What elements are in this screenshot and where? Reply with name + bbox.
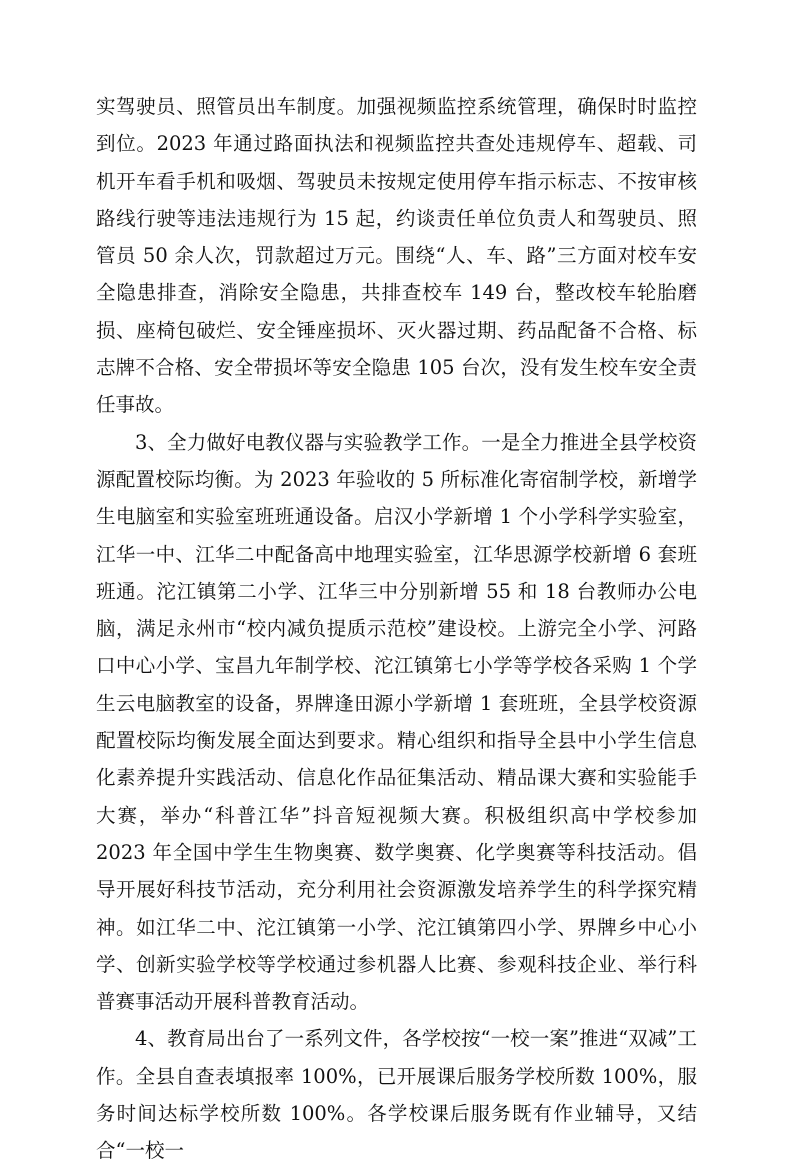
paragraph-school-bus-safety: 实驾驶员、照管员出车制度。加强视频监控系统管理，确保时时监控到位。2023 年通过路面执法和视频监控共查处违规停车、超载、司机开车看手机和吸烟、驾驶员未按规定使用停车指示标志、不按审核路线行驶等违法违规行为 15 起，约谈责任单位负责人和驾驶员、照管员 50 余人次，罚款超过万元。围绕“人、车、路”三方面对校车安全隐患排查，消除安全隐患，共排查校车 149 台，整改校车轮胎磨损、座椅包破烂、安全锤座损坏、灭火器过期、药品配备不合格、标志牌不合格、安全带损坏等安全隐患 105 台次，没有发生校车安全责任事故。	[96, 95, 697, 417]
paragraph-double-reduction: 4、教育局出台了一系列文件，各学校按“一校一案”推进“双减”工作。全县自查表填报率 100%，已开展课后服务学校所数 100%，服务时间达标学校所数 100%。各学校课后服务既有作业辅导，又结合“一校一	[96, 1027, 697, 1163]
document-body	[96, 88, 697, 1170]
paragraph-electronic-teaching-equipment: 3、全力做好电教仪器与实验教学工作。一是全力推进全县学校资源配置校际均衡。为 2023 年验收的 5 所标准化寄宿制学校，新增学生电脑室和实验室班班通设备。启汉小学新增 1 个小学科学实验室，江华一中、江华二中配备高中地理实验室，江华思源学校新增 6 套班班通。沱江镇第二小学、江华三中分别新增 55 和 18 台教师办公电脑，满足永州市“校内减负提质示范校”建设校。上游完全小学、河路口中心小学、宝昌九年制学校、沱江镇第七小学等学校各采购 1 个学生云电脑教室的设备，界牌逢田源小学新增 1 套班班，全县学校资源配置校际均衡发展全面达到要求。精心组织和指导全县中小学生信息化素养提升实践活动、信息化作品征集活动、精品课大赛和实验能手大赛，举办“科普江华”抖音短视频大赛。积极组织高中学校参加 2023 年全国中学生生物奥赛、数学奥赛、化学奥赛等科技活动。倡导开展好科技节活动，充分利用社会资源激发培养学生的科学探究精神。如江华二中、沱江镇第一小学、沱江镇第四小学、界牌乡中心小学、创新实验学校等学校通过参机器人比赛、参观科技企业、举行科普赛事活动开展科普教育活动。	[96, 430, 697, 1014]
